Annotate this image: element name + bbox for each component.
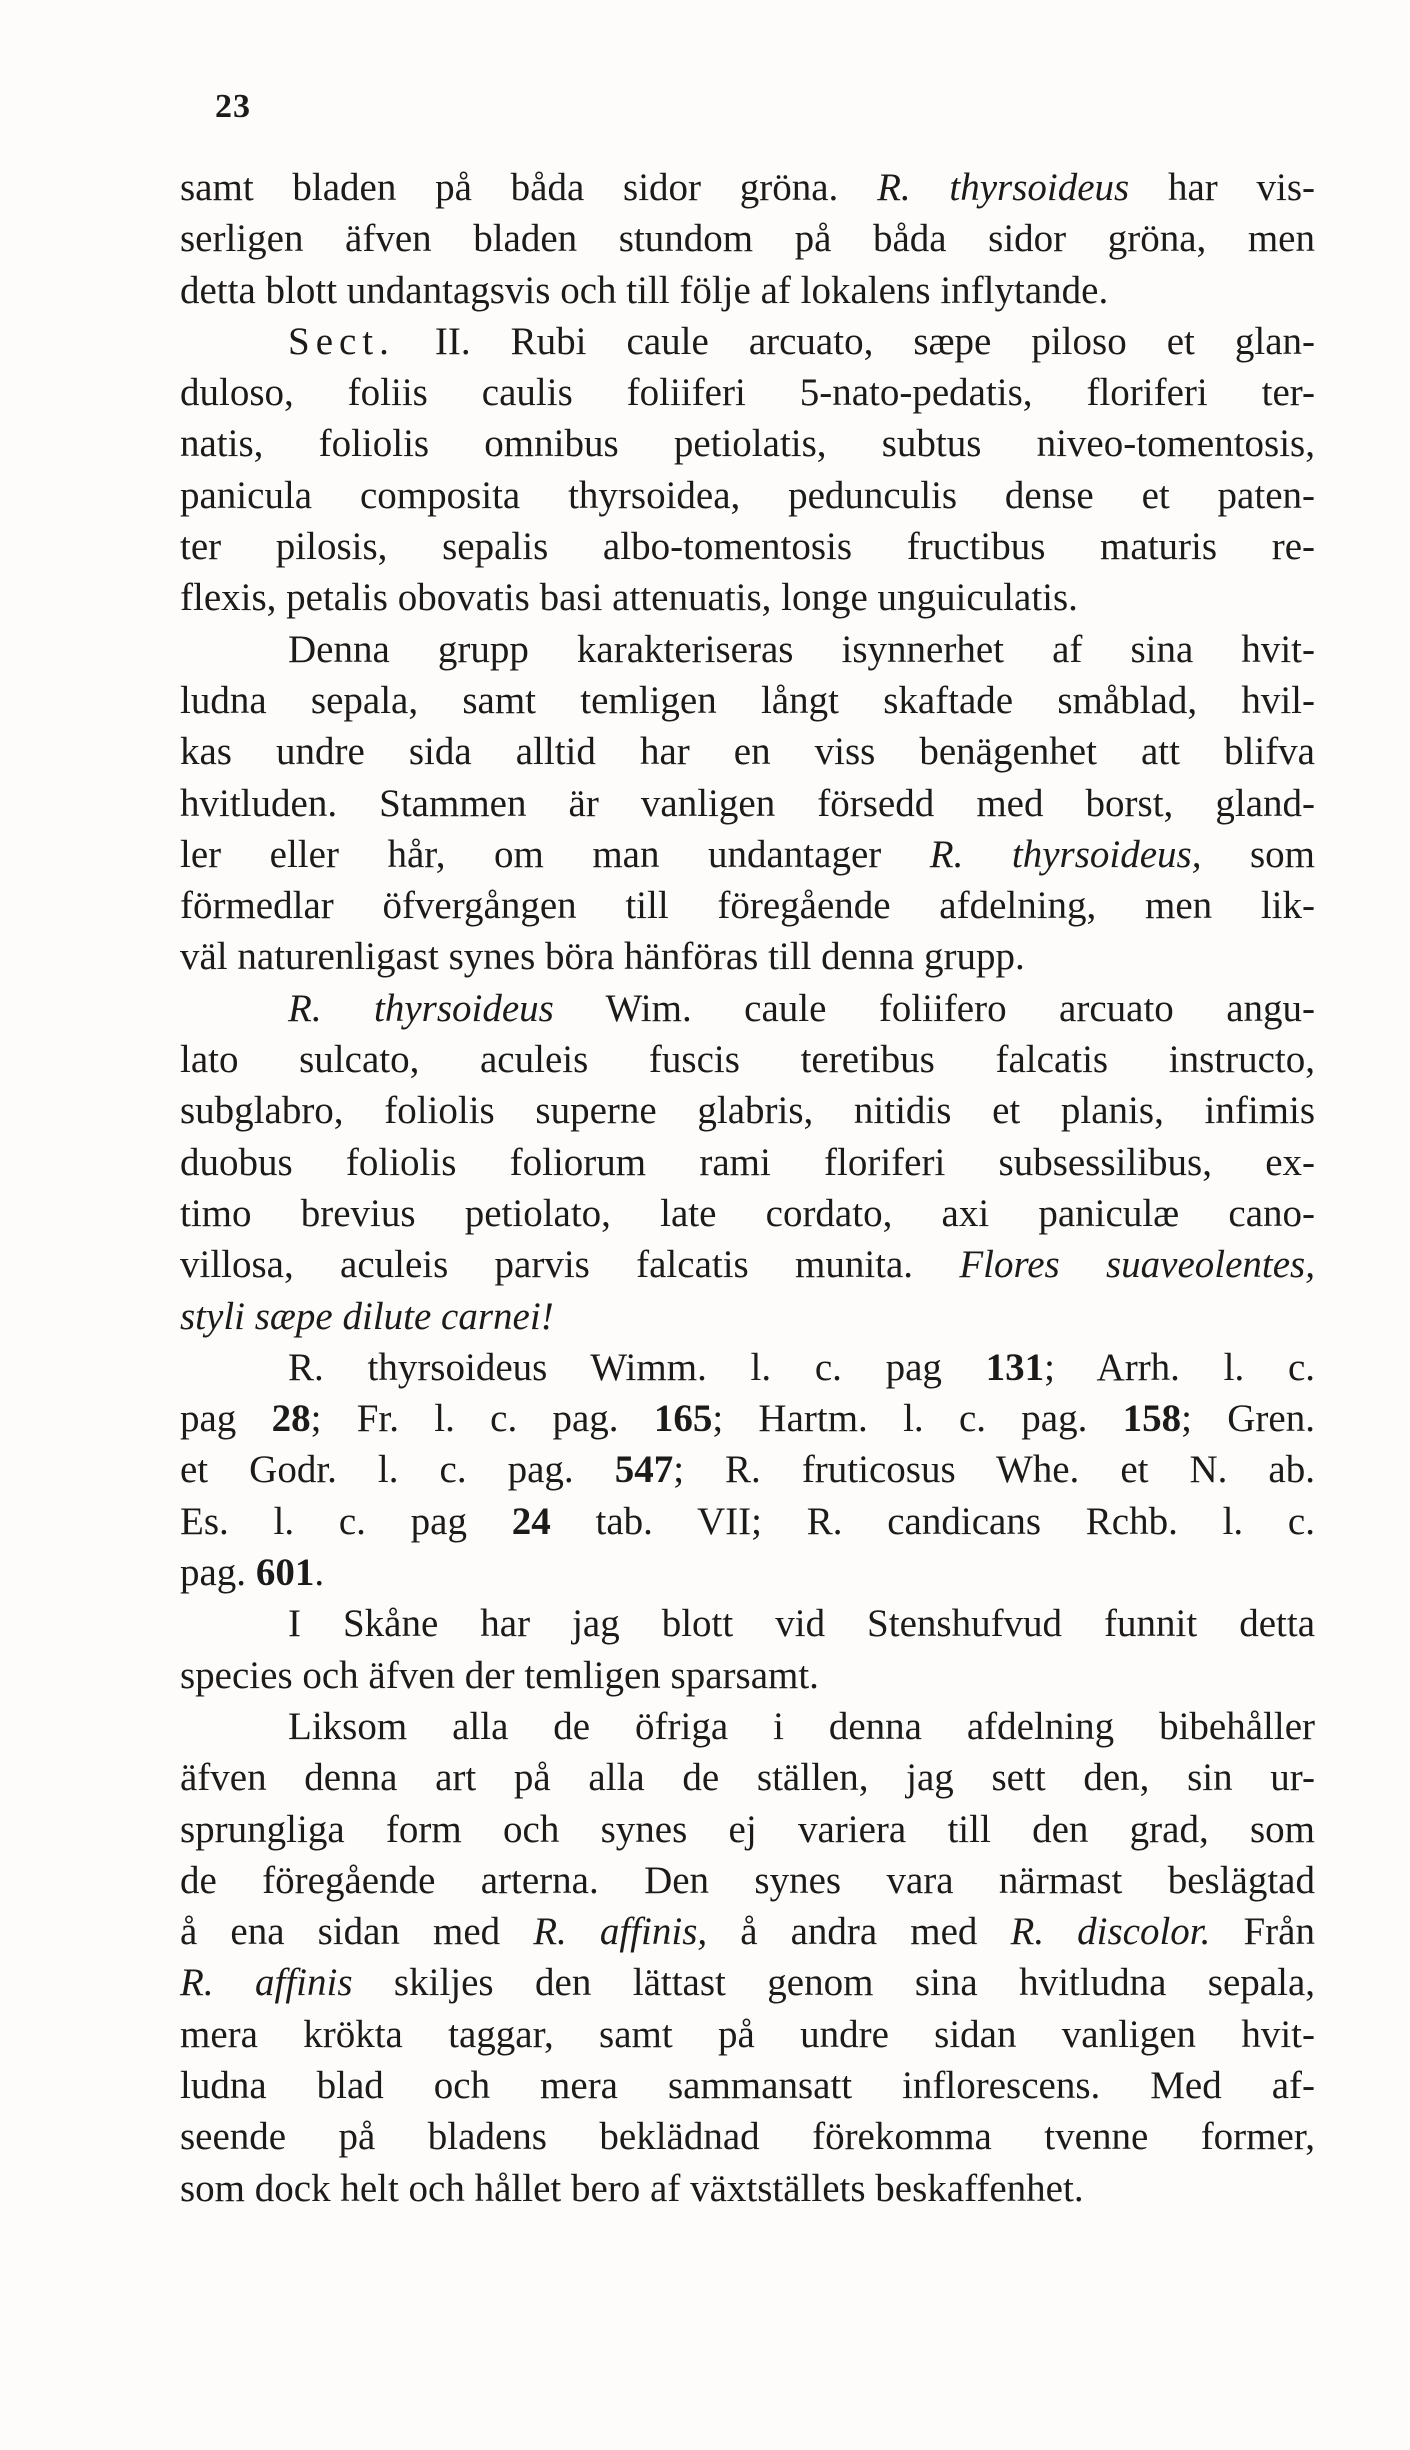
text-segment: ; Hartm. l. c. pag. — [712, 1397, 1123, 1441]
text-segment: förmedlar öfvergången till föregående afdelning, men lik- — [180, 884, 1315, 928]
text-segment: Flores suaveolentes, — [959, 1243, 1315, 1287]
text-line — [180, 1804, 1315, 1855]
text-segment: R. affinis — [180, 1961, 353, 2005]
text-line — [180, 1598, 1315, 1649]
text-segment: duobus foliolis foliorum rami floriferi subsessilibus, ex- — [180, 1140, 1315, 1184]
text-segment: R. discolor. — [1010, 1910, 1211, 1954]
text-segment: Sect. — [288, 319, 395, 363]
body-text — [180, 162, 1315, 2214]
text-line — [180, 829, 1315, 880]
text-segment: ludna blad och mera sammansatt inflorescens. Med af- — [180, 2063, 1315, 2107]
text-line — [180, 1291, 1315, 1342]
text-segment: 601 — [255, 1551, 315, 1595]
text-segment: seende på bladens beklädnad förekomma tvenne former, — [180, 2115, 1315, 2159]
text-line — [180, 572, 1315, 623]
text-segment: villosa, aculeis parvis falcatis munita. — [180, 1243, 960, 1287]
text-line — [180, 1393, 1315, 1444]
text-segment: Rubi caule arcuato, sæpe piloso et glan- — [510, 319, 1315, 363]
text-line — [180, 675, 1315, 726]
text-line — [180, 1957, 1315, 2008]
text-segment: ; Arrh. l. c. — [1044, 1345, 1316, 1389]
text-segment: har vis- — [1129, 166, 1315, 209]
text-segment: äfven denna art på alla de ställen, jag sett den, sin ur- — [180, 1756, 1315, 1800]
text-segment: duloso, foliis caulis foliiferi 5-nato-pedatis, floriferi ter- — [180, 371, 1315, 415]
text-segment: II. — [394, 319, 511, 363]
text-segment: ; Gren. — [1181, 1397, 1315, 1441]
text-segment: ler eller hår, om man undantager — [180, 832, 930, 876]
text-line — [180, 1752, 1315, 1803]
text-segment: styli sæpe dilute carnei! — [180, 1294, 554, 1338]
text-line — [180, 1034, 1315, 1085]
text-line — [180, 2163, 1315, 2214]
text-line — [180, 1496, 1315, 1547]
text-line — [180, 624, 1315, 675]
text-segment: I Skåne har jag blott vid Stenshufvud funnit detta — [288, 1602, 1315, 1646]
text-segment: som dock helt och hållet bero af växtställets beskaffenhet. — [180, 2166, 1084, 2210]
text-line — [180, 470, 1315, 521]
text-line — [180, 418, 1315, 469]
text-segment: 165 — [653, 1397, 713, 1441]
text-line — [180, 1444, 1315, 1495]
text-line — [180, 316, 1315, 367]
text-segment: . — [314, 1551, 325, 1595]
text-line — [180, 2009, 1315, 2060]
text-segment: väl naturenligast synes böra hänföras till denna grupp. — [180, 935, 1025, 979]
text-line — [180, 1342, 1315, 1393]
text-segment: panicula composita thyrsoidea, pedunculis dense et paten- — [180, 473, 1315, 517]
text-segment: samt bladen på båda sidor gröna. — [180, 166, 878, 209]
text-segment: species och äfven der temligen sparsamt. — [180, 1653, 819, 1697]
text-line — [180, 1906, 1315, 1957]
text-line — [180, 1650, 1315, 1701]
text-segment: kas undre sida alltid har en viss benägenhet att blifva — [180, 730, 1315, 774]
text-line — [180, 1239, 1315, 1290]
text-line — [180, 1855, 1315, 1906]
text-line — [180, 778, 1315, 829]
text-segment: Från — [1210, 1910, 1315, 1954]
text-segment: pag — [180, 1397, 272, 1441]
text-segment: å ena sidan med — [180, 1910, 534, 1954]
text-line — [180, 931, 1315, 982]
text-line — [180, 367, 1315, 418]
text-line — [180, 2060, 1315, 2111]
text-segment: R. thyrsoideus — [877, 166, 1130, 209]
text-segment: R. thyrsoideus — [288, 986, 554, 1030]
text-line — [180, 162, 1315, 213]
text-segment: subglabro, foliolis superne glabris, nitidis et planis, infimis — [180, 1089, 1315, 1133]
text-segment: Denna grupp karakteriseras isynnerhet af sina hvit- — [288, 627, 1315, 671]
text-segment: 547 — [614, 1448, 674, 1492]
text-line — [180, 726, 1315, 777]
text-line — [180, 1701, 1315, 1752]
text-segment: Es. l. c. pag — [180, 1499, 512, 1543]
text-line — [180, 1188, 1315, 1239]
text-segment: 28 — [271, 1397, 311, 1441]
text-segment: sprungliga form och synes ej variera till den grad, som — [180, 1807, 1315, 1851]
text-segment: ludna sepala, samt temligen långt skaftade småblad, hvil- — [180, 678, 1315, 722]
text-segment: hvitluden. Stammen är vanligen försedd med borst, gland- — [180, 781, 1315, 825]
text-segment: et Godr. l. c. pag. — [180, 1448, 615, 1492]
text-segment: serligen äfven bladen stundom på båda sidor gröna, men — [180, 217, 1315, 261]
text-segment: ; Fr. l. c. pag. — [310, 1397, 654, 1441]
text-line — [180, 983, 1315, 1034]
text-segment: mera krökta taggar, samt på undre sidan vanligen hvit- — [180, 2012, 1315, 2056]
text-segment: R. thyrsoideus Wimm. l. c. pag — [288, 1345, 986, 1389]
page-number: 23 — [215, 88, 251, 125]
text-line — [180, 521, 1315, 572]
text-segment: R. thyrsoideus, — [929, 832, 1202, 876]
text-line — [180, 213, 1315, 264]
text-segment: timo brevius petiolato, late cordato, axi paniculæ cano- — [180, 1191, 1315, 1235]
text-line — [180, 1547, 1315, 1598]
text-segment: 158 — [1122, 1397, 1182, 1441]
text-segment: å andra med — [707, 1910, 1011, 1954]
text-segment: de föregående arterna. Den synes vara närmast beslägtad — [180, 1858, 1315, 1902]
text-segment: som — [1201, 832, 1315, 876]
text-segment: Liksom alla de öfriga i denna afdelning bibehåller — [288, 1704, 1315, 1748]
text-line — [180, 265, 1315, 316]
text-segment: flexis, petalis obovatis basi attenuatis, longe unguiculatis. — [180, 576, 1078, 620]
text-line — [180, 880, 1315, 931]
text-segment: 131 — [985, 1345, 1045, 1389]
text-segment: skiljes den lättast genom sina hvitludna sepala, — [352, 1961, 1315, 2005]
text-segment: natis, foliolis omnibus petiolatis, subtus niveo-tomentosis, — [180, 422, 1315, 466]
text-segment: Wim. caule foliifero arcuato angu- — [553, 986, 1315, 1030]
text-segment: R. affinis, — [533, 1910, 708, 1954]
text-segment: tab. VII; R. candicans Rchb. l. c. — [550, 1499, 1315, 1543]
text-segment: detta blott undantagsvis och till följe af lokalens inflytande. — [180, 268, 1109, 312]
text-segment: 24 — [511, 1499, 551, 1543]
text-line — [180, 1085, 1315, 1136]
text-segment: pag. — [180, 1551, 256, 1595]
text-segment: ter pilosis, sepalis albo-tomentosis fructibus maturis re- — [180, 525, 1315, 569]
text-line — [180, 1137, 1315, 1188]
text-segment: lato sulcato, aculeis fuscis teretibus falcatis instructo, — [180, 1038, 1315, 1082]
text-line — [180, 2111, 1315, 2162]
text-segment: ; R. fruticosus Whe. et N. ab. — [673, 1448, 1315, 1492]
